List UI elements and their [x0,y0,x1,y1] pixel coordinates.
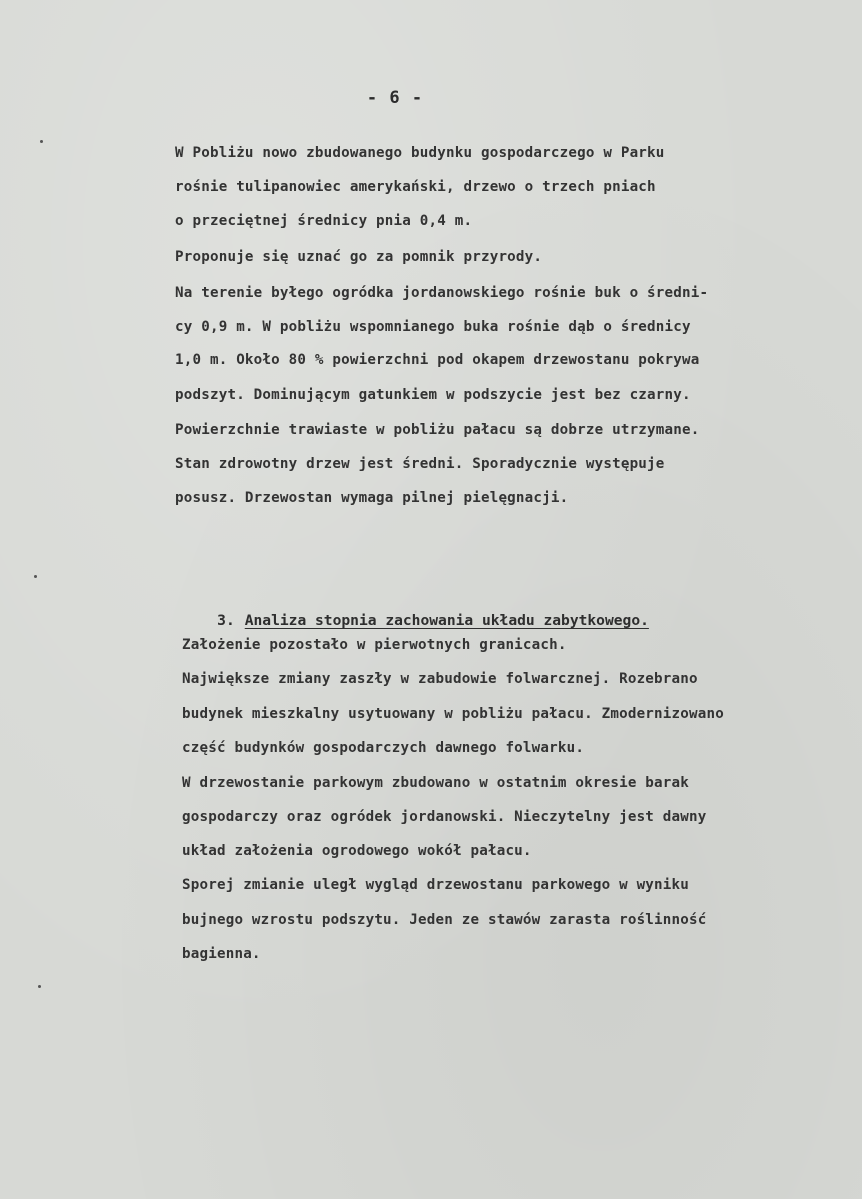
text-line: podszyt. Dominującym gatunkiem w podszycie jest bez czarny. [175,387,691,403]
text-line: Proponuje się uznać go za pomnik przyrody. [175,249,543,265]
margin-dot [34,575,37,578]
section-title: Analiza stopnia zachowania układu zabytkowego. [244,612,649,629]
page-number: - 6 - [366,88,424,108]
text-line: bagienna. [182,946,261,962]
section-number: 3. [217,612,235,629]
text-line: W Pobliżu nowo zbudowanego budynku gospodarczego w Parku [175,145,665,161]
text-line: część budynków gospodarczych dawnego folwarku. [182,740,585,756]
text-line: posusz. Drzewostan wymaga pilnej pielęgnacji. [175,490,569,506]
text-line: rośnie tulipanowiec amerykański, drzewo o trzech pniach [175,179,656,195]
text-line: cy 0,9 m. W pobliżu wspomnianego buka rośnie dąb o średnicy [175,319,691,335]
margin-dot [40,140,43,143]
text-line: Na terenie byłego ogródka jordanowskiego rośnie buk o średni- [175,285,709,301]
text-line: budynek mieszkalny usytuowany w pobliżu pałacu. Zmodernizowano [182,706,724,722]
text-line: Założenie pozostało w pierwotnych granicach. [182,637,567,653]
text-line: układ założenia ogrodowego wokół pałacu. [182,843,532,859]
text-line: bujnego wzrostu podszytu. Jeden ze stawów zarasta roślinność [182,912,707,928]
margin-dot [38,985,41,988]
text-line: Sporej zmianie uległ wygląd drzewostanu parkowego w wyniku [182,877,690,893]
text-line: Największe zmiany zaszły w zabudowie folwarcznej. Rozebrano [182,671,698,687]
text-line: Powierzchnie trawiaste w pobliżu pałacu są dobrze utrzymane. [175,422,700,438]
text-line: Stan zdrowotny drzew jest średni. Sporadycznie występuje [175,456,665,472]
text-line: gospodarczy oraz ogródek jordanowski. Nieczytelny jest dawny [182,809,707,825]
text-line: 1,0 m. Około 80 % powierzchni pod okapem drzewostanu pokrywa [175,352,700,368]
text-line: o przeciętnej średnicy pnia 0,4 m. [175,213,473,229]
text-line: W drzewostanie parkowym zbudowano w ostatnim okresie barak [182,775,690,791]
